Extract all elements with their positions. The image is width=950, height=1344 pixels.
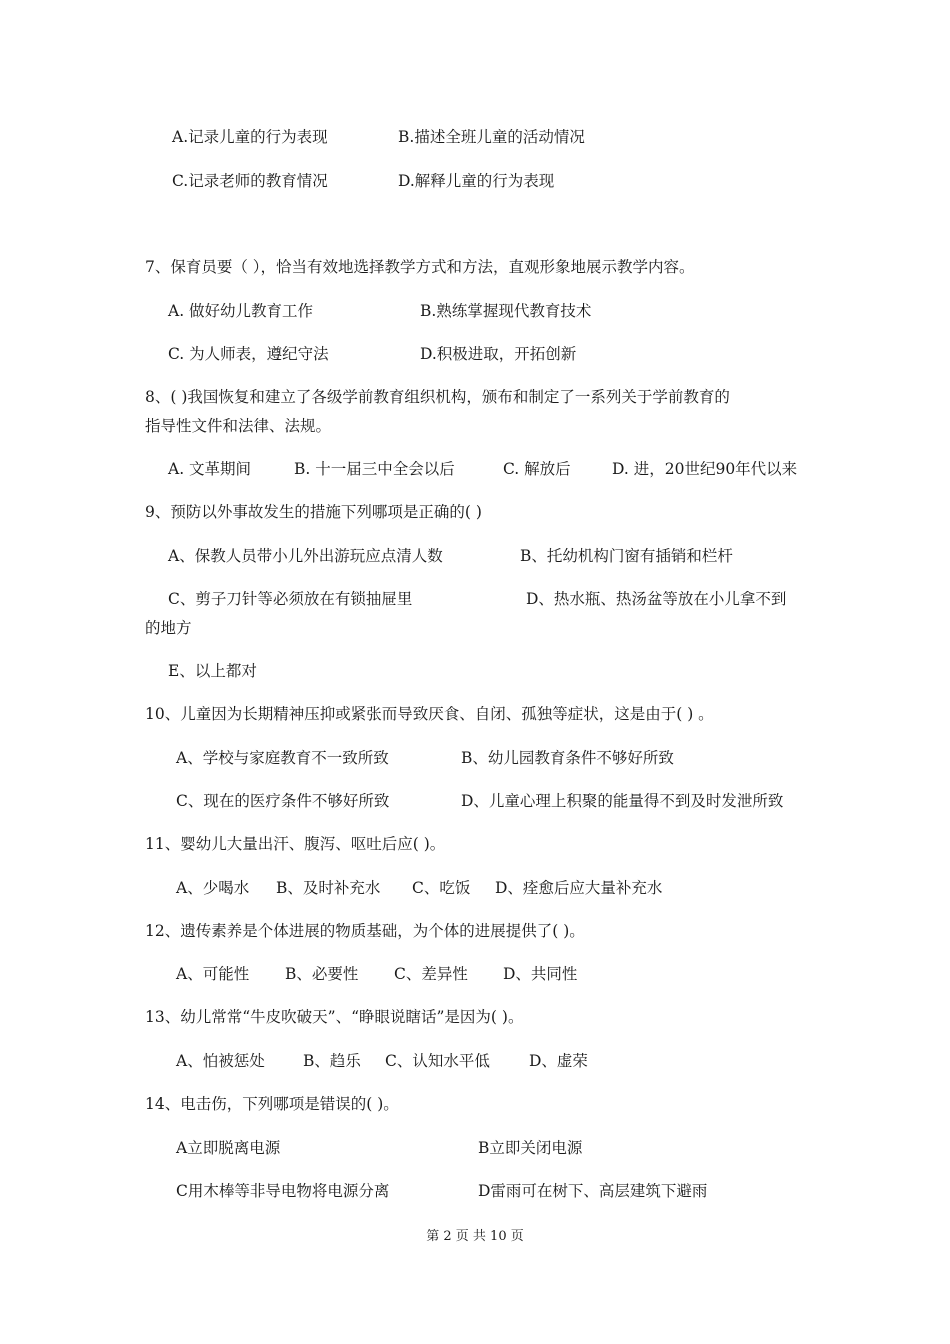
q9-stem: 9、预防以外事故发生的措施下列哪项是正确的( ) bbox=[145, 503, 482, 521]
q10-option-b: B、幼儿园教育条件不够好所致 bbox=[461, 749, 674, 767]
q14-option-c: C用木棒等非导电物将电源分离 bbox=[176, 1182, 390, 1200]
q8-option-a: A. 文革期间 bbox=[168, 460, 252, 478]
q11-option-d: D、痊愈后应大量补充水 bbox=[495, 879, 663, 897]
q9-option-b: B、托幼机构门窗有插销和栏杆 bbox=[520, 547, 733, 565]
q10-stem: 10、儿童因为长期精神压抑或紧张而导致厌食、自闭、孤独等症状，这是由于( ) 。 bbox=[145, 705, 714, 723]
q10-option-a: A、学校与家庭教育不一致所致 bbox=[176, 749, 389, 767]
q9-option-a: A、保教人员带小儿外出游玩应点清人数 bbox=[168, 547, 443, 565]
q8-option-b: B. 十一届三中全会以后 bbox=[294, 460, 455, 478]
q9-option-d-line1: D、热水瓶、热汤盆等放在小儿拿不到 bbox=[526, 590, 787, 608]
q13-stem: 13、幼儿常常“牛皮吹破天”、“睁眼说瞎话”是因为( )。 bbox=[145, 1008, 524, 1026]
q12-option-d: D、共同性 bbox=[503, 965, 578, 983]
q11-stem: 11、婴幼儿大量出汗、腹泻、呕吐后应( )。 bbox=[145, 835, 446, 853]
q7-option-a: A. 做好幼儿教育工作 bbox=[168, 302, 314, 320]
q6-option-c: C.记录老师的教育情况 bbox=[172, 172, 328, 190]
q9-option-c: C、剪子刀针等必须放在有锁抽屉里 bbox=[168, 590, 413, 608]
q12-option-c: C、差异性 bbox=[394, 965, 468, 983]
q14-option-d: D雷雨可在树下、高层建筑下避雨 bbox=[478, 1182, 708, 1200]
q13-option-b: B、趋乐 bbox=[303, 1052, 361, 1070]
q13-option-a: A、怕被惩处 bbox=[176, 1052, 265, 1070]
q11-option-b: B、及时补充水 bbox=[276, 879, 381, 897]
q9-option-e: E、以上都对 bbox=[168, 662, 257, 680]
q10-option-c: C、现在的医疗条件不够好所致 bbox=[176, 792, 390, 810]
q12-option-a: A、可能性 bbox=[176, 965, 250, 983]
q8-option-c: C. 解放后 bbox=[503, 460, 571, 478]
q6-option-a: A.记录儿童的行为表现 bbox=[172, 128, 328, 146]
q14-stem: 14、电击伤，下列哪项是错误的( )。 bbox=[145, 1095, 399, 1113]
q11-option-c: C、吃饭 bbox=[412, 879, 471, 897]
q7-option-c: C. 为人师表，遵纪守法 bbox=[168, 345, 329, 363]
q7-stem: 7、保育员要（ ），恰当有效地选择教学方式和方法，直观形象地展示教学内容。 bbox=[145, 258, 695, 276]
q9-option-d-line2: 的地方 bbox=[145, 619, 192, 637]
q11-option-a: A、少喝水 bbox=[176, 879, 250, 897]
page-number-footer: 第 2 页 共 10 页 bbox=[426, 1229, 524, 1244]
q12-stem: 12、遗传素养是个体进展的物质基础，为个体的进展提供了( )。 bbox=[145, 922, 585, 940]
q8-stem-line1: 8、( )我国恢复和建立了各级学前教育组织机构，颁布和制定了一系列关于学前教育的 bbox=[145, 388, 730, 406]
q6-option-b: B.描述全班儿童的活动情况 bbox=[398, 128, 585, 146]
q7-option-b: B.熟练掌握现代教育技术 bbox=[420, 302, 592, 320]
q6-option-d: D.解释儿童的行为表现 bbox=[398, 172, 555, 190]
q8-option-d: D. 进，20世纪90年代以来 bbox=[612, 460, 798, 478]
q13-option-d: D、虚荣 bbox=[529, 1052, 588, 1070]
q13-option-c: C、认知水平低 bbox=[385, 1052, 490, 1070]
q10-option-d: D、儿童心理上积聚的能量得不到及时发泄所致 bbox=[461, 792, 784, 810]
q7-option-d: D.积极进取，开拓创新 bbox=[420, 345, 577, 363]
q14-option-b: B立即关闭电源 bbox=[478, 1139, 583, 1157]
q12-option-b: B、必要性 bbox=[285, 965, 359, 983]
q8-stem-line2: 指导性文件和法律、法规。 bbox=[145, 417, 332, 435]
q14-option-a: A立即脱离电源 bbox=[176, 1139, 281, 1157]
